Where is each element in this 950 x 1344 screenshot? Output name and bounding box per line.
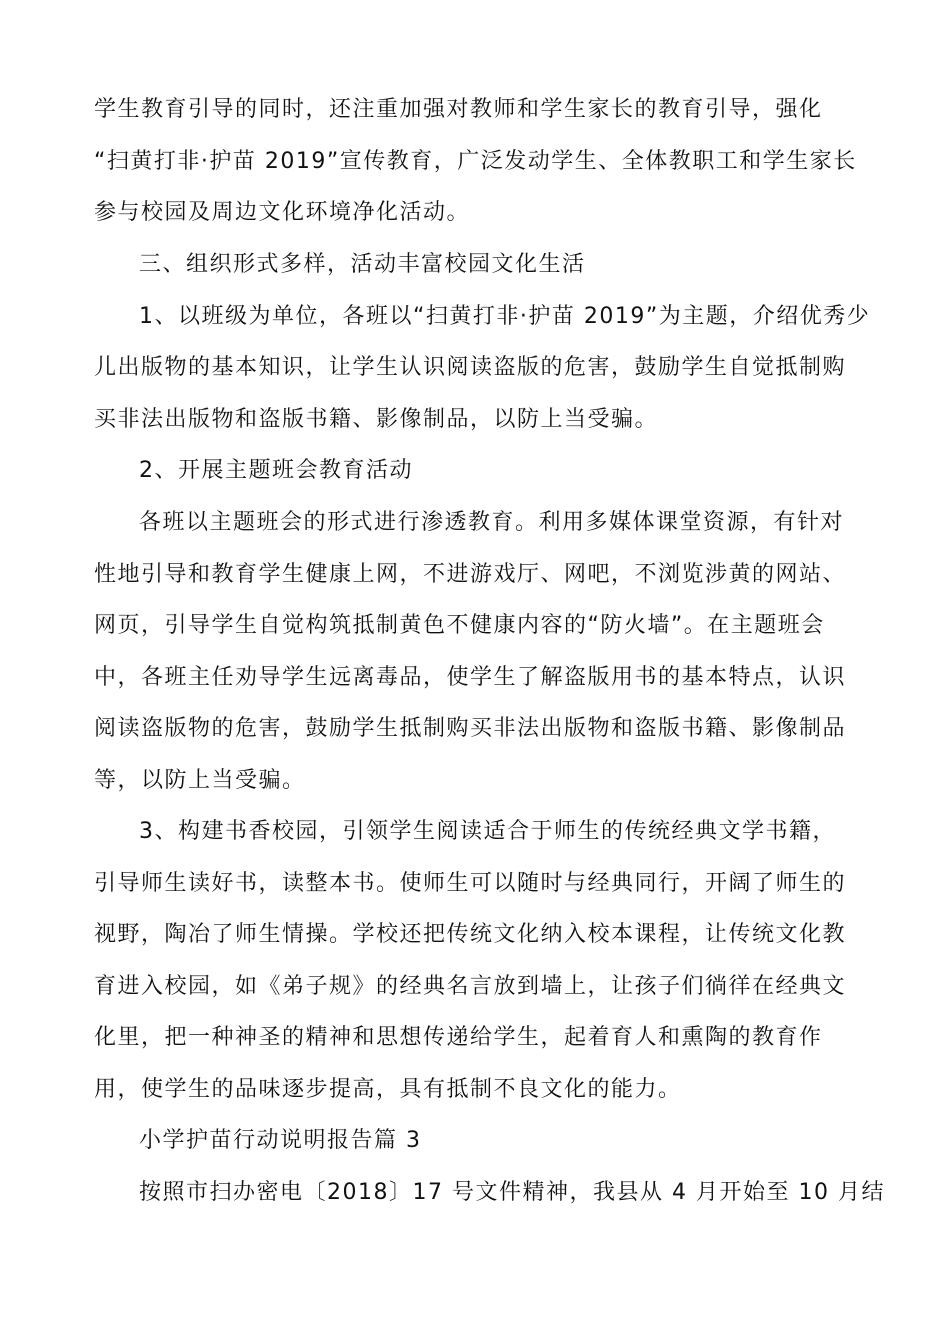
text-line-14: 等，以防上当受骗。 <box>94 768 306 793</box>
section-heading: 三、组织形式多样，活动丰富校园文化生活 <box>139 252 586 277</box>
text-line-11: 网页，引导学生自觉构筑抵制黄色不健康内容的“防火墙”。在主题班会 <box>94 613 825 638</box>
text-line-3: 参与校园及周边文化环境净化活动。 <box>94 200 471 225</box>
text-line-22: 按照市扫办密电〔2018〕17 号文件精神，我县从 4 月开始至 10 月结 <box>139 1180 885 1205</box>
text-line-18: 育进入校园，如《弟子规》的经典名言放到墙上，让孩子们徜徉在经典文 <box>94 974 847 999</box>
text-line-6: 儿出版物的基本知识，让学生认识阅读盗版的危害，鼓励学生自觉抵制购 <box>94 355 847 380</box>
text-line-2: “扫黄打非·护苗 2019”宣传教育，广泛发动学生、全体教职工和学生家长 <box>94 149 857 174</box>
text-line-10: 性地引导和教育学生健康上网，不进游戏厅、网吧，不浏览涉黄的网站、 <box>94 562 847 587</box>
text-line-9: 各班以主题班会的形式进行渗透教育。利用多媒体课堂资源，有针对 <box>139 510 845 535</box>
text-line-13: 阅读盗版物的危害，鼓励学生抵制购买非法出版物和盗版书籍、影像制品 <box>94 716 847 741</box>
text-line-1: 学生教育引导的同时，还注重加强对教师和学生家长的教育引导，强化 <box>94 97 823 122</box>
text-line-12: 中，各班主任劝导学生远离毒品，使学生了解盗版用书的基本特点，认识 <box>94 665 847 690</box>
text-line-5: 1、以班级为单位，各班以“扫黄打非·护苗 2019”为主题，介绍优秀少 <box>139 304 871 329</box>
subsection-heading: 2、开展主题班会教育活动 <box>139 458 413 483</box>
text-line-15: 3、构建书香校园，引领学生阅读适合于师生的传统经典文学书籍， <box>139 819 836 844</box>
text-line-19: 化里，把一种神圣的精神和思想传递给学生，起着育人和熏陶的教育作 <box>94 1025 823 1050</box>
report-title: 小学护苗行动说明报告篇 3 <box>139 1128 422 1153</box>
text-line-7: 买非法出版物和盗版书籍、影像制品，以防上当受骗。 <box>94 407 659 432</box>
text-line-20: 用，使学生的品味逐步提高，具有抵制不良文化的能力。 <box>94 1077 682 1102</box>
text-line-16: 引导师生读好书，读整本书。使师生可以随时与经典同行，开阔了师生的 <box>94 871 847 896</box>
text-line-17: 视野，陶冶了师生情操。学校还把传统文化纳入校本课程，让传统文化教 <box>94 922 847 947</box>
